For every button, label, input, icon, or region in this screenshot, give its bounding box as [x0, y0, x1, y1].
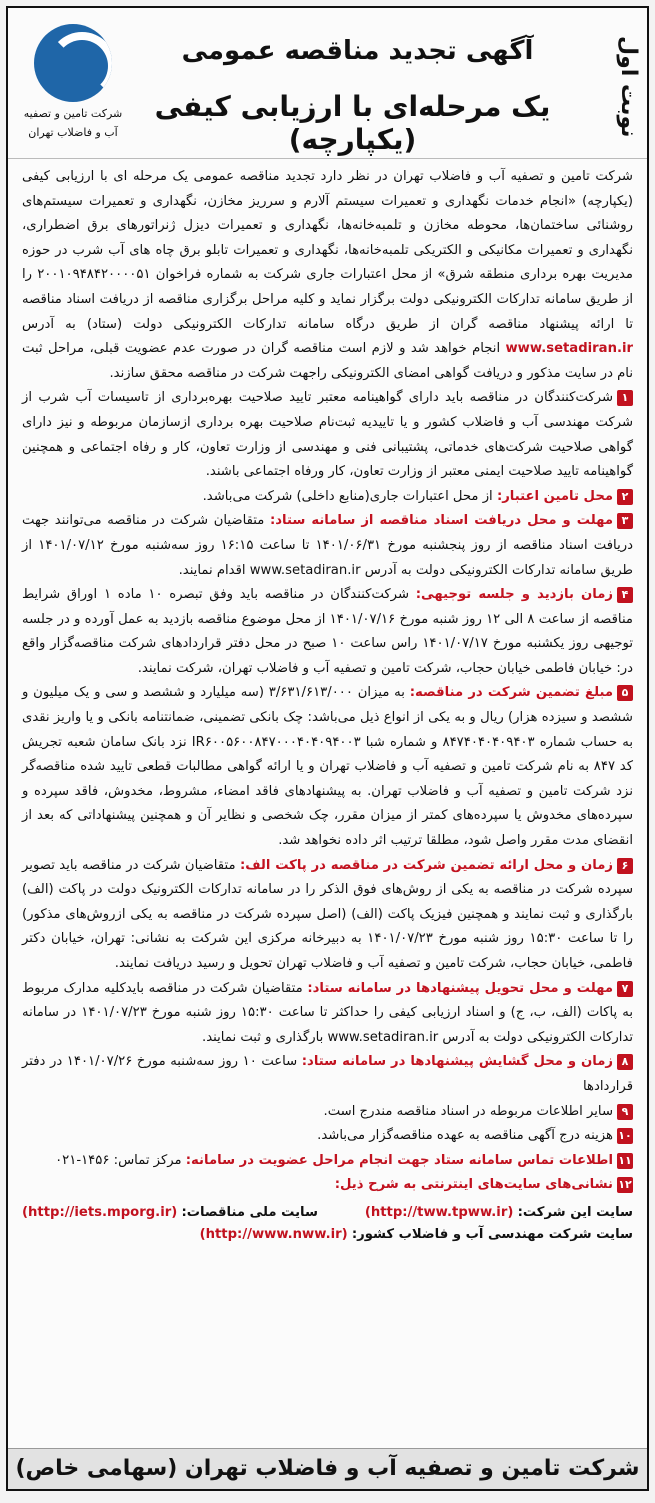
intro-text: شرکت تامین و تصفیه آب و فاضلاب تهران در نظر دارد تجدید مناقصه عمومی یک مرحله ای با ارزیابی کیفی (یکپارچه) «انجام خدمات نگهداری و تعمیرات سیستم آلارم و سرریز مخازن، نگهداری و تعمیرات سیستم‌های روشنائی ساختمان‌ها، محوطه مخازن و تلمبه‌خانه‌ها، نگهداری و تعمیرات دیزل ژنراتورهای برق اضطراری، نگهداری و تعمیرات مکانیکی و الکتریکی تلمبه‌خانه‌ها، نگهداری و تعمیرات تابلو برق چاه های آب شرب در حوزه مدیریت بهره برداری منطقه شرق» از محل اعتبارات جاری شرکت به شماره فراخوان ۲۰۰۱۰۹۴۸۴۲۰۰۰۰۵۱ را از طریق سامانه تدارکات الکترونیکی دولت برگزار نماید و کلیه مراحل برگزاری مناقصه از دریافت اسناد مناقصه تا ارائه پیشنهاد مناقصه گران از طریق درگاه سامانه تدارکات الکترونیکی دولت (ستاد) به آدرس: [22, 169, 633, 332]
company-site-label: سایت این شرکت:: [517, 1204, 633, 1220]
section-text: متقاضیان شرکت در مناقصه بایدکلیه مدارک مربوط به پاکات (الف، ب، ج) و اسناد ارزیابی کیفی را حداکثر تا ساعت ۱۵:۳۰ روز شنبه مورخ ۱۴۰۱/۰۷/۲۳ در سامانه تدارکات الکترونیکی دولت به آدرس www.setadiran.ir بارگذاری و ثبت نمایند.: [22, 980, 634, 1045]
section-item: [22, 386, 633, 484]
section-number: ۱۲: [618, 1178, 632, 1192]
notice-header: [8, 8, 647, 159]
section-text: هزینه درج آگهی مناقصه به عهده مناقصه‌گزار می‌باشد.: [317, 1128, 613, 1144]
section-item: [22, 1050, 633, 1099]
first-publication-badge: نوبت اول: [616, 36, 641, 138]
notice-body: [8, 159, 647, 1198]
engineering-site-label: سایت شرکت مهندسی آب و فاضلاب کشور:: [351, 1226, 633, 1242]
websites-list: [8, 1198, 647, 1246]
section-item: [22, 854, 633, 977]
section-item: [22, 977, 633, 1051]
tender-notice: [6, 6, 649, 1491]
company-site-url[interactable]: (http://tww.tpww.ir): [364, 1204, 514, 1220]
company-footer: شرکت تامین و تصفیه آب و فاضلاب تهران (سهامی خاص): [8, 1448, 647, 1489]
intro-tail: انجام خواهد شد و لازم است مناقصه گران در صورت عدم عضویت قبلی، مراحل ثبت نام در سایت مذکور و دریافت گواهی امضای الکترونیکی راجهت شرکت در مناقصه محقق سازند.: [22, 341, 633, 381]
logo-caption-2: آب و فاضلاب تهران: [28, 126, 118, 139]
section-number: ۱۰: [618, 1129, 632, 1143]
section-item: [22, 509, 633, 583]
intro-paragraph: [22, 165, 633, 386]
section-number: ۴: [617, 587, 633, 603]
section-text: سایر اطلاعات مربوطه در اسناد مناقصه مندرج است.: [323, 1103, 613, 1119]
section-title: اطلاعات تماس سامانه ستاد جهت انجام مراحل عضویت در سامانه:: [185, 1152, 613, 1168]
logo-caption-1: شرکت تامین و تصفیه: [23, 107, 123, 120]
notice-subtitle: یک مرحله‌ای با ارزیابی کیفی (یکپارچه): [154, 90, 551, 156]
section-title: نشانی‌های سایت‌های اینترنتی به شرح ذیل:: [334, 1177, 613, 1193]
sites-line-1: [22, 1202, 633, 1224]
section-number: ۳: [617, 513, 633, 529]
setad-url[interactable]: www.setadiran.ir: [505, 341, 633, 357]
section-title: زمان بازدید و جلسه توجیهی:: [415, 587, 614, 603]
section-text: به میزان ۳/۶۳۱/۶۱۳/۰۰۰ (سه میلیارد و ششصد و سی و یک میلیون و ششصد و سیزده هزار) ریال و به یکی از انواع ذیل می‌باشد: چک بانکی تضمینی، ضمانتنامه بانکی و یا واریز نقدی به حساب شماره ۸۴۷۴۰۴۰۴۰۹۴۰۳ و شماره شبا IR۶۰۰۵۶۰۰۸۴۷۰۰۰۴۰۴۰۹۴۰۰۳ نزد بانک سامان شعبه تجریش کد ۸۴۷ به نام شرکت تامین و تصفیه آب و فاضلاب تهران و یا ارائه گواهی مطالبات قطعی تایید شده مناقصه‌گر نزد شرکت تامین و تصفیه آب و فاضلاب تهران. به پیشنهادهای فاقد امضاء، مشروط، مخدوش، فاقد سپرده و سپرده‌های مخدوش یا سپرده‌های کمتر از میزان مقرر، چک شخصی و نظایر آن و همچنین پیشنهاداتی که بعد از انقضای مدت مقرر واصل شود، مطلقا ترتیب اثر داده نخواهد شد.: [22, 685, 634, 849]
section-item: [22, 1100, 633, 1125]
national-site-url[interactable]: (http://iets.mporg.ir): [22, 1204, 178, 1220]
section-item: [22, 485, 633, 510]
section-text: ساعت ۱۰ روز سه‌شنبه مورخ ۱۴۰۱/۰۷/۲۶ در دفتر قراردادها: [22, 1054, 633, 1094]
section-item: [22, 1173, 633, 1198]
section-text: متقاضیان شرکت در مناقصه باید تصویر سپرده شرکت در مناقصه به یکی از روش‌های فوق الذکر را در سامانه تدارکات الکترونیک دولت در پاکت (الف) بارگذاری و ثبت نمایند و همچنین فیزیک پاکت (الف) (اصل سپرده شرکت در مناقصه به یکی ازروش‌های مذکور) را تا ساعت ۱۵:۳۰ روز شنبه مورخ ۱۴۰۱/۰۷/۲۳ به دبیرخانه مرکزی این شرکت به نشانی: تهران، خیابان دکتر فاطمی، خیابان حجاب، شرکت تامین و تصفیه آب و فاضلاب تهران تحویل و رسید دریافت نمایند.: [22, 857, 633, 971]
section-item: [22, 681, 633, 853]
section-number: ۱: [617, 390, 633, 406]
sites-line-2: [22, 1224, 633, 1246]
section-text: شرکت‌کنندگان در مناقصه باید وفق تبصره ۱۰ ماده ۱ اوراق شرایط مناقصه از ساعت ۸ الی ۱۲ روز شنبه مورخ ۱۴۰۱/۰۷/۱۶ از محل موضوع مناقصه بازدید به عمل آورده و در جلسه توجیهی روز یکشنبه مورخ ۱۴۰۱/۰۷/۱۷ راس ساعت ۱۰ صبح در محل دفتر قراردادهای شرکت مناقصه‌گزار واقع در: خیابان فاطمی خیابان حجاب، شرکت تامین و تصفیه آب و فاضلاب تهران، شرکت نمایند.: [22, 587, 634, 676]
section-number: ۹: [617, 1104, 633, 1120]
section-text: مرکز تماس: ۱۴۵۶-۰۲۱: [55, 1152, 182, 1168]
section-number: ۶: [617, 858, 633, 874]
section-title: مبلغ تضمین شرکت در مناقصه:: [409, 685, 613, 701]
section-number: ۸: [617, 1054, 633, 1070]
section-item: [22, 1149, 633, 1174]
section-item: [22, 583, 633, 681]
section-number: ۱۱: [618, 1153, 632, 1167]
section-number: ۵: [617, 685, 633, 701]
company-logo: [18, 24, 128, 140]
section-number: ۷: [617, 981, 633, 997]
section-text: از محل اعتبارات جاری(منابع داخلی) شرکت می‌باشد.: [202, 488, 493, 504]
section-text: متقاضیان شرکت در مناقصه می‌توانند جهت دریافت اسناد مناقصه از روز پنجشنبه مورخ ۱۴۰۱/۰۶/۳۱ تا ساعت ۱۶:۱۵ روز سه‌شنبه مورخ ۱۴۰۱/۰۷/۱۲ از طریق سامانه تدارکات الکترونیکی دولت به آدرس www.setadiran.ir اقدام نمایند.: [22, 513, 633, 578]
section-number: ۲: [617, 489, 633, 505]
notice-title: آگهی تجدید مناقصه عمومی: [181, 36, 534, 66]
national-site-label: سایت ملی مناقصات:: [181, 1204, 318, 1220]
section-title: مهلت و محل دریافت اسناد مناقصه از سامانه ستاد:: [269, 513, 613, 529]
section-title: مهلت و محل تحویل پیشنهادها در سامانه ستاد:: [307, 980, 613, 996]
section-item: [22, 1124, 633, 1149]
section-title: زمان و محل گشایش پیشنهادها در سامانه ستاد:: [301, 1054, 613, 1070]
sections-list: [22, 386, 633, 1198]
water-drop-logo-icon: [34, 24, 112, 102]
section-title: محل تامین اعتبار:: [496, 488, 613, 504]
section-text: شرکت‌کنندگان در مناقصه باید دارای گواهینامه معتبر تایید صلاحیت بهره‌برداری از تاسیسات آب شرب از شرکت مهندسی آب و فاضلاب کشور و یا تاییدیه ثبت‌نام صلاحیت بهره برداری ازسازمان مربوطه و نیز دارای گواهی صلاحیت شرکت‌های خدماتی، پشتیبانی فنی و مهندسی از وزارت تعاون، کار و رفاه اجتماعی و همچنین گواهینامه تایید صلاحیت ایمنی معتبر از وزارت تعاون، کار ورفاه اجتماعی باشند.: [22, 390, 633, 480]
engineering-site-url[interactable]: (http://www.nww.ir): [199, 1226, 348, 1242]
section-title: زمان و محل ارائه تضمین شرکت در مناقصه در پاکت الف:: [239, 857, 613, 873]
